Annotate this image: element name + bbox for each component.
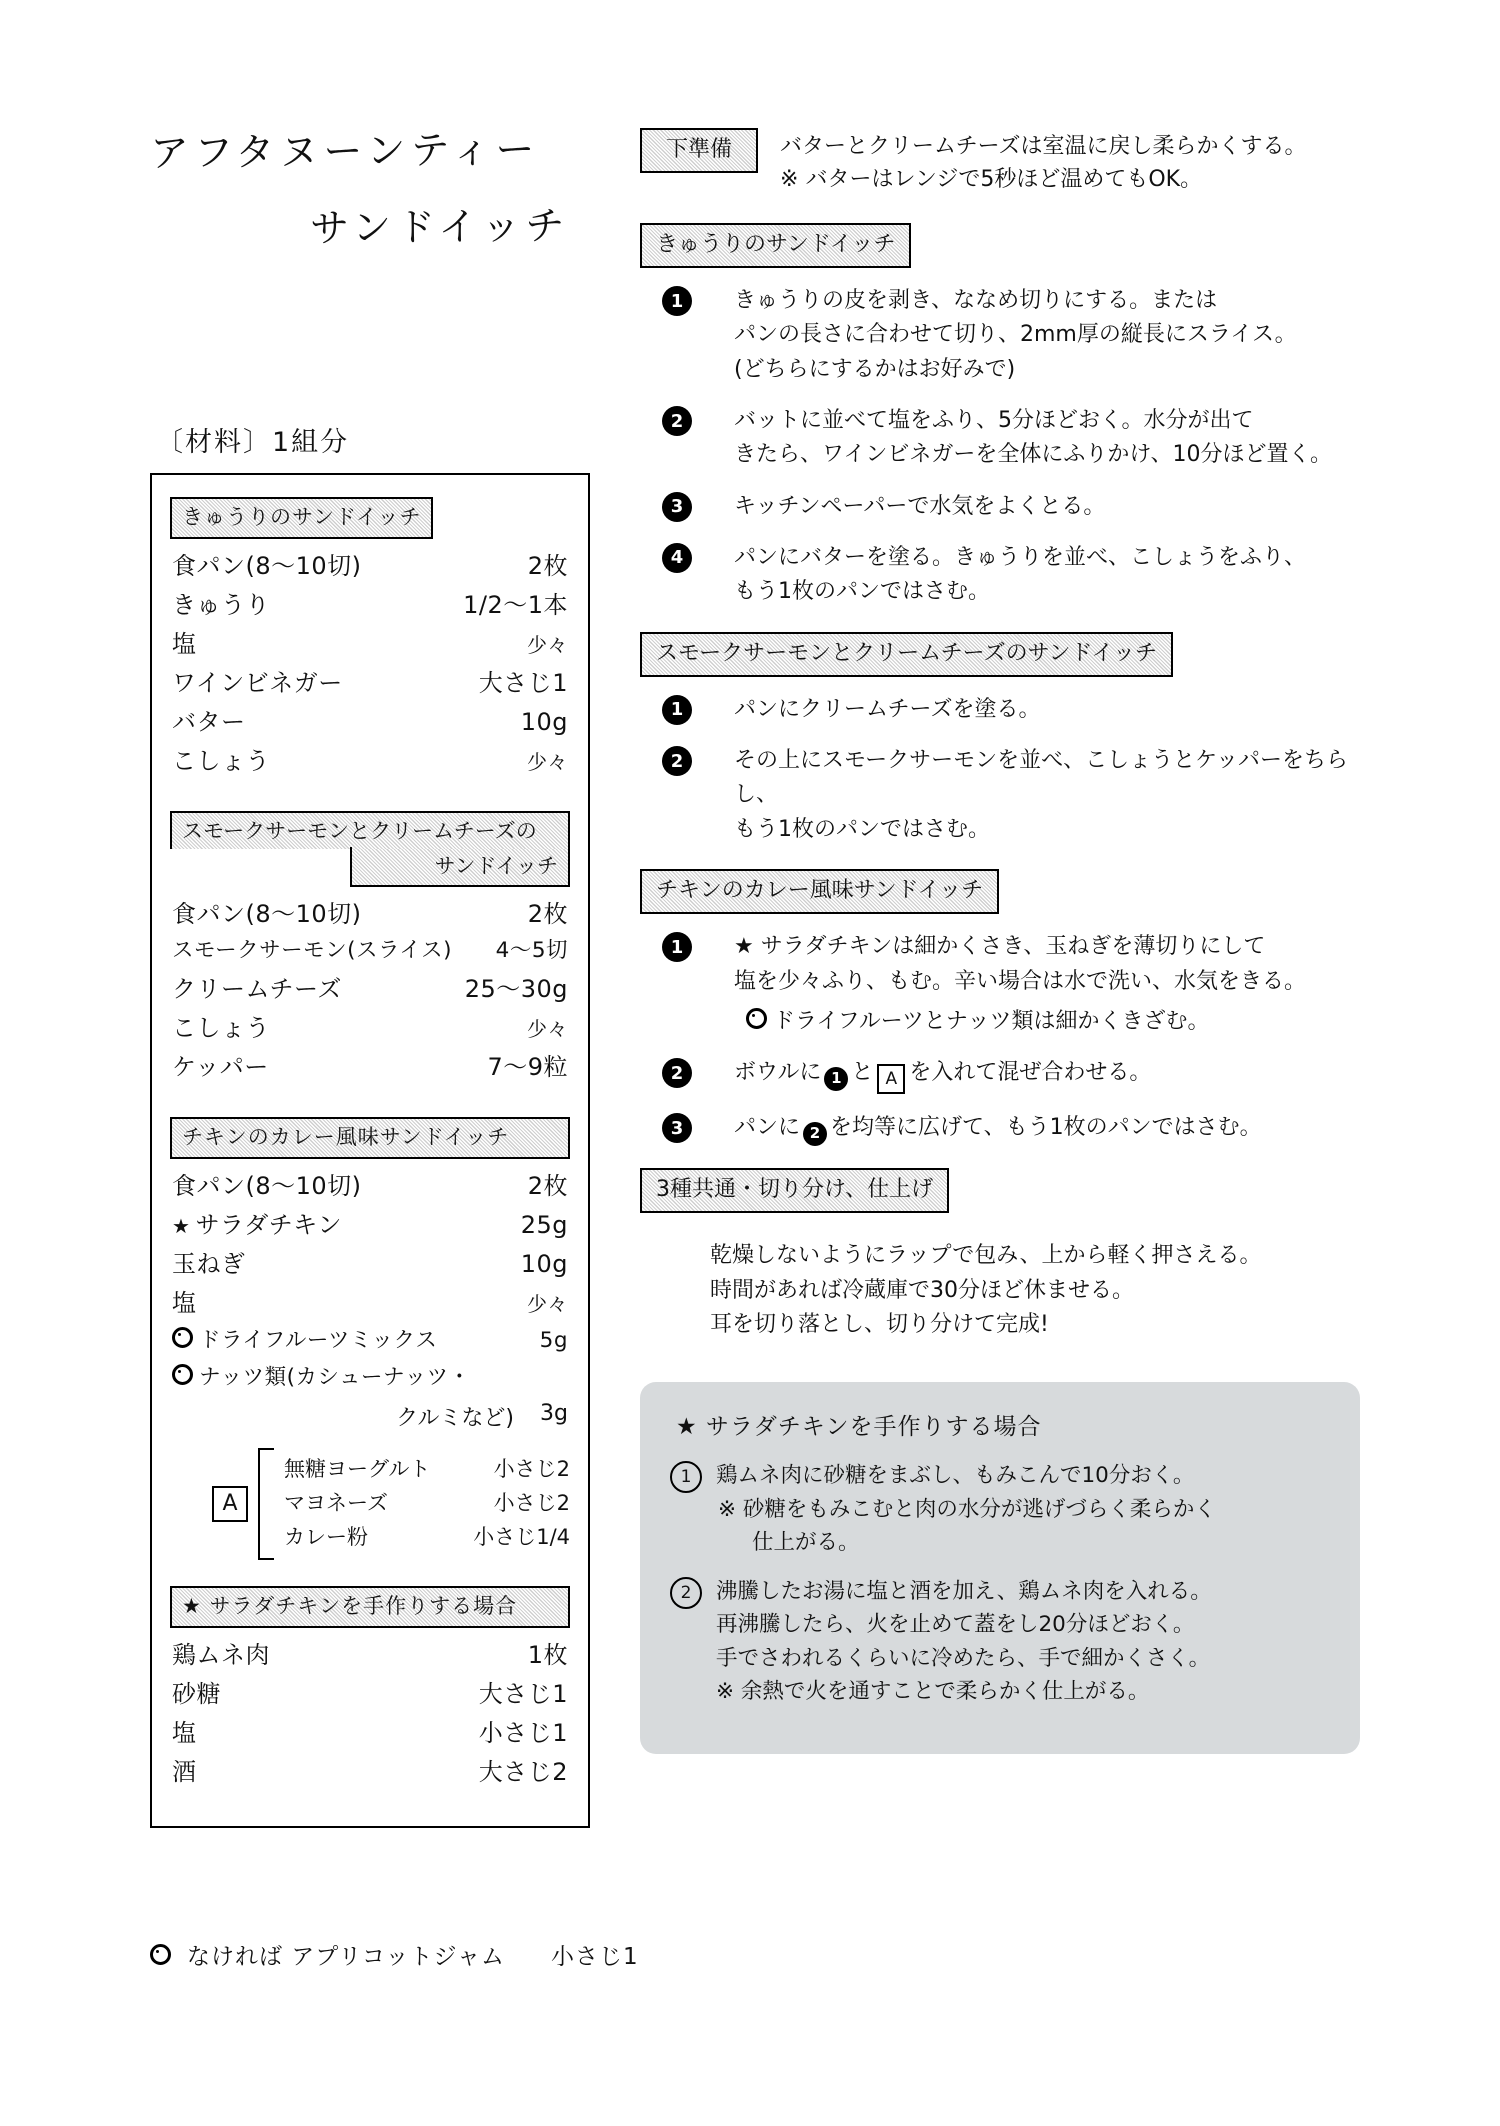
preparation-line-1: バターとクリームチーズは室温に戻し柔らかくする。 (780, 134, 1307, 159)
ingredient-name: 砂糖 (172, 1679, 221, 1708)
ingredient-name: 食パン(8〜10切) (172, 1172, 362, 1201)
table-row (172, 668, 568, 698)
ingredient-qty: 小さじ1 (478, 1718, 568, 1747)
ingredient-name: 食パン(8〜10切) (172, 900, 362, 929)
ingredient-qty: 少々 (527, 1017, 568, 1042)
step-number: 3 (662, 1113, 692, 1143)
circle-dot-icon (172, 1327, 193, 1348)
spacer (170, 1091, 570, 1117)
table-row (172, 1249, 568, 1279)
ingredient-qty: 大さじ1 (478, 1679, 568, 1708)
ingredient-name: ★ サラダチキン (172, 1211, 342, 1240)
ingredient-name: 塩 (172, 1289, 197, 1318)
footnote-text: なければ アプリコットジャム (187, 1944, 506, 1970)
list-item (640, 1111, 1360, 1146)
step-line: (どちらにするかはお好みで) (734, 356, 1016, 382)
step-line: ※ 余熱で火を通すことで柔らかく仕上がる。 (716, 1679, 1150, 1705)
step-text (734, 693, 1360, 727)
ingredient-name: ケッパー (172, 1053, 269, 1082)
ingredient-name: 無糖ヨーグルト (284, 1457, 431, 1481)
ingredient-list-salad-chicken (172, 1640, 568, 1787)
spacer (170, 785, 570, 811)
ingredient-section-salad-chicken (170, 1586, 570, 1787)
ingredient-qty: 25g (520, 1211, 568, 1240)
preparation-section (640, 128, 1360, 197)
step-text (734, 541, 1360, 610)
steps-section-chicken (640, 869, 1360, 1146)
ingredient-name: こしょう (172, 747, 270, 776)
list-item (640, 490, 1360, 524)
ingredient-name: クリームチーズ (172, 975, 342, 1004)
step-number: 2 (662, 746, 692, 776)
materials-heading: 〔材料〕1組分 (156, 427, 350, 458)
ingredient-section-salmon (170, 811, 570, 1082)
step-number: 1 (662, 932, 692, 962)
inline-group-a-reference: A (877, 1064, 905, 1094)
ingredient-name: マヨネーズ (284, 1491, 388, 1516)
ingredient-qty: 小さじ1/4 (473, 1525, 570, 1550)
ingredient-group-a (212, 1448, 570, 1560)
ingredient-name: 玉ねぎ (172, 1250, 246, 1279)
step-line: パンにバターを塗る。きゅうりを並べ、こしょうをふり、 (734, 544, 1307, 570)
ingredient-list-chicken (172, 1171, 568, 1432)
ingredient-section-chicken (170, 1117, 570, 1559)
ingredient-qty: 10g (520, 1250, 568, 1279)
step-line: 耳を切り落とし、切り分けて完成! (710, 1311, 1049, 1337)
title-line-2: サンドイッチ (309, 203, 570, 252)
list-item (640, 1056, 1360, 1094)
table-row (172, 1171, 568, 1201)
steps-header-cucumber: きゅうりのサンドイッチ (640, 223, 911, 268)
steps-header-common: 3種共通・切り分け、仕上げ (640, 1168, 949, 1213)
group-a-bracket (258, 1448, 274, 1560)
ingredients-frame (150, 473, 590, 1828)
ingredient-name: スモークサーモン(スライス) (172, 938, 453, 964)
section-header-salmon (170, 811, 570, 887)
step-text (716, 1575, 1212, 1708)
step-line: ※ 砂糖をもみこむと肉の水分が逃げづらく柔らかく (718, 1496, 1216, 1522)
step-line: きたら、ワインビネガーを全体にふりかけ、10分ほど置く。 (734, 442, 1333, 468)
circle-dot-icon (172, 1364, 193, 1385)
list-item (640, 693, 1360, 727)
ingredient-qty: 5g (539, 1328, 568, 1354)
group-a-badge: A (212, 1486, 248, 1522)
section-header-salad-chicken: ★ サラダチキンを手作りする場合 (170, 1586, 570, 1628)
ingredient-qty: 10g (520, 708, 568, 737)
table-row (172, 629, 568, 659)
footnote (150, 1938, 639, 1971)
step-number: 1 (670, 1461, 702, 1493)
ingredient-name: 塩 (172, 1718, 197, 1747)
list-item (640, 541, 1360, 610)
ingredient-qty: 1枚 (527, 1640, 568, 1669)
ingredient-name: きゅうり (172, 591, 270, 620)
table-row (172, 746, 568, 776)
preparation-line-2: ※ バターはレンジで5秒ほど温めてもOK。 (780, 167, 1203, 193)
ingredient-qty: 25〜30g (464, 975, 568, 1004)
ingredient-qty: 4〜5切 (495, 938, 568, 964)
list-item (640, 744, 1360, 847)
group-a-rows (274, 1448, 570, 1560)
step-line: 仕上がる。 (752, 1529, 860, 1555)
step-line: パンにクリームチーズを塗る。 (734, 696, 1041, 722)
list-item (670, 1575, 1330, 1708)
step-line: 手でさわれるくらいに冷めたら、手で細かくさく。 (716, 1645, 1211, 1671)
step-number: 2 (670, 1577, 702, 1609)
preparation-text (780, 128, 1306, 197)
table-row (172, 551, 568, 581)
table-row (172, 974, 568, 1004)
section-header-chicken: チキンのカレー風味サンドイッチ (170, 1117, 570, 1159)
ingredient-list-cucumber (172, 551, 568, 776)
step-text (716, 1459, 1216, 1559)
step-number: 2 (662, 406, 692, 436)
step-line: パンに 2 を均等に広げて、もう1枚のパンではさむ。 (734, 1111, 1360, 1146)
steps-section-common (640, 1168, 1360, 1342)
ingredient-name: ワインビネガー (172, 669, 343, 698)
ingredient-qty: 2枚 (527, 1172, 568, 1201)
list-item (640, 930, 1360, 1039)
preparation-label: 下準備 (640, 128, 758, 173)
step-text (734, 1056, 1360, 1094)
steps-section-cucumber (640, 223, 1360, 610)
table-row (172, 707, 568, 737)
star-icon: ★ (172, 1214, 191, 1239)
table-row (284, 1525, 570, 1550)
ingredients-column (150, 420, 590, 1828)
ingredient-name: 鶏ムネ肉 (172, 1640, 270, 1669)
ingredient-qty: 3g (540, 1401, 568, 1426)
step-text (734, 404, 1360, 473)
ingredient-qty: 7〜9粒 (487, 1053, 568, 1082)
step-line: バットに並べて塩をふり、5分ほどおく。水分が出て (734, 408, 1254, 433)
salad-chicken-panel-title: ★ サラダチキンを手作りする場合 (676, 1414, 1042, 1441)
step-number: 2 (662, 1058, 692, 1088)
table-row (172, 590, 568, 620)
spacer (170, 1560, 570, 1586)
footnote-qty: 小さじ1 (551, 1944, 639, 1970)
table-row (172, 938, 568, 965)
page-title (150, 120, 620, 252)
ingredient-name: カレー粉 (284, 1525, 368, 1550)
step-number: 4 (662, 543, 692, 573)
steps-section-salmon (640, 632, 1360, 847)
table-row (284, 1491, 570, 1516)
step-line: 沸騰したお湯に塩と酒を加え、鶏ムネ肉を入れる。 (716, 1579, 1212, 1605)
circle-dot-icon (746, 1008, 767, 1029)
ingredient-list-salmon (172, 899, 568, 1082)
salad-chicken-panel (640, 1382, 1360, 1754)
section-header-cucumber: きゅうりのサンドイッチ (170, 497, 433, 539)
list-item (640, 404, 1360, 473)
steps-header-salmon: スモークサーモンとクリームチーズのサンドイッチ (640, 632, 1173, 677)
section-header-salmon-line2: サンドイッチ (350, 849, 570, 887)
table-row (172, 1210, 568, 1240)
ingredient-qty: 少々 (527, 750, 568, 775)
step-subline: ドライフルーツとナッツ類は細かくきざむ。 (746, 1005, 1360, 1039)
step-line: 鶏ムネ肉に砂糖をまぶし、もみこんで10分おく。 (716, 1463, 1195, 1489)
inline-step-reference: 2 (803, 1122, 827, 1146)
step-number: 1 (662, 695, 692, 725)
table-row (172, 1364, 568, 1392)
step-text (734, 744, 1360, 847)
ingredient-qty: 2枚 (527, 900, 568, 929)
step-line: ボウルに 1 と A を入れて混ぜ合わせる。 (734, 1056, 1360, 1094)
table-row (172, 1718, 568, 1748)
step-line: パンの長さに合わせて切り、2mm厚の縦長にスライス。 (734, 322, 1297, 348)
step-line: キッチンペーパーで水気をよくとる。 (734, 493, 1106, 519)
ingredient-continuation-row (172, 1401, 568, 1432)
step-text (734, 930, 1360, 1039)
step-line: ★ サラダチキンは細かくさき、玉ねぎを薄切りにして (734, 934, 1266, 960)
step-line: もう1枚のパンではさむ。 (734, 816, 990, 842)
inline-step-reference: 1 (824, 1067, 848, 1091)
ingredient-name-continued: クルミなど) (396, 1406, 515, 1431)
list-item (640, 284, 1360, 387)
ingredient-qty: 小さじ2 (493, 1491, 570, 1516)
steps-header-chicken: チキンのカレー風味サンドイッチ (640, 869, 999, 914)
ingredient-section-cucumber (170, 497, 570, 776)
ingredient-name: こしょう (172, 1014, 270, 1043)
ingredient-qty: 大さじ1 (478, 669, 568, 698)
table-row (172, 1013, 568, 1043)
step-text (734, 490, 1360, 524)
step-text (734, 1111, 1360, 1146)
table-row (172, 1640, 568, 1670)
table-row (284, 1457, 570, 1482)
table-row (172, 899, 568, 929)
table-row (172, 1757, 568, 1787)
ingredient-name: 食パン(8〜10切) (172, 552, 362, 581)
ingredient-name: 酒 (172, 1757, 197, 1786)
step-line: 乾燥しないようにラップで包み、上から軽く押さえる。 (710, 1243, 1262, 1269)
section-header-salmon-line1: スモークサーモンとクリームチーズの (170, 811, 570, 849)
ingredient-qty: 小さじ2 (493, 1457, 570, 1481)
ingredient-name: ナッツ類(カシューナッツ・ (172, 1364, 471, 1392)
step-text (734, 284, 1360, 387)
step-line: 時間があれば冷蔵庫で30分ほど休ませる。 (710, 1277, 1134, 1303)
ingredient-qty: 2枚 (527, 552, 568, 581)
circle-dot-icon (150, 1944, 171, 1965)
step-number: 3 (662, 492, 692, 522)
list-item (670, 1459, 1330, 1559)
ingredient-qty: 1/2〜1本 (463, 591, 568, 620)
step-line: 塩を少々ふり、もむ。辛い場合は水で洗い、水気をきる。 (734, 968, 1307, 994)
instructions-column (640, 128, 1360, 1754)
table-row (172, 1679, 568, 1709)
ingredient-name: ドライフルーツミックス (172, 1327, 437, 1355)
table-row (172, 1327, 568, 1355)
step-line: 再沸騰したら、火を止めて蓋をし20分ほどおく。 (716, 1612, 1195, 1638)
ingredient-qty: 少々 (527, 1292, 568, 1317)
ingredient-name: 塩 (172, 630, 197, 659)
step-number: 1 (662, 286, 692, 316)
step-line: もう1枚のパンではさむ。 (734, 579, 990, 605)
step-line: きゅうりの皮を剥き、ななめ切りにする。または (734, 288, 1218, 314)
ingredient-qty: 少々 (527, 633, 568, 658)
table-row (172, 1288, 568, 1318)
step-line: その上にスモークサーモンを並べ、こしょうとケッパーをちらし、 (734, 748, 1349, 808)
common-steps-text (710, 1239, 1360, 1342)
title-line-1: アフタヌーンティー (149, 127, 540, 177)
ingredient-name: バター (172, 708, 246, 737)
table-row (172, 1052, 568, 1082)
ingredient-qty: 大さじ2 (478, 1757, 568, 1786)
